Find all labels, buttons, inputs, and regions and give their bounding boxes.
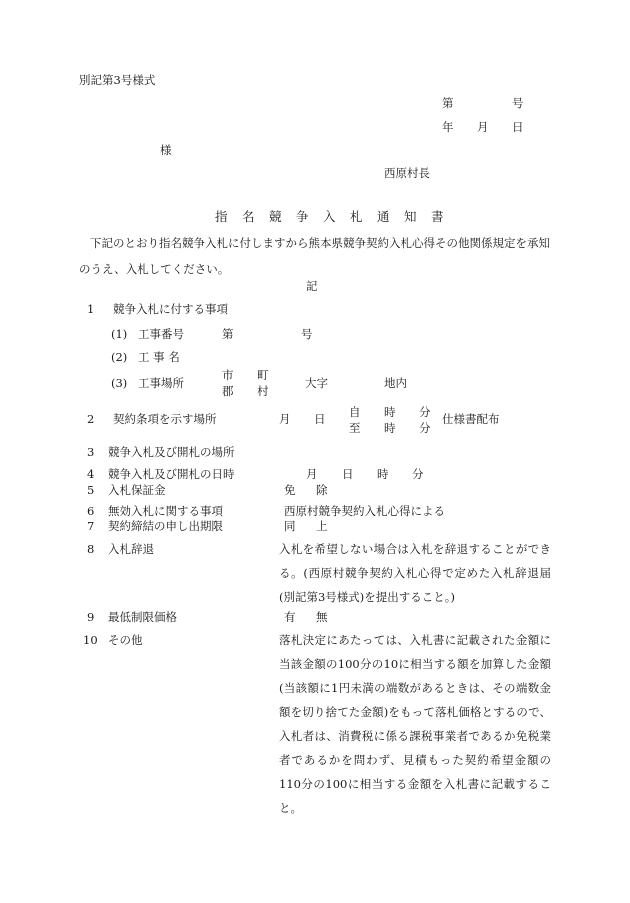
item-7-number: 7 (87, 519, 95, 533)
item-1-3-mura: 村 (257, 384, 269, 398)
item-8-label: 入札辞退 (108, 542, 154, 556)
item-2-minute-to: 分 (419, 421, 431, 435)
item-5-number: 5 (87, 483, 95, 497)
item-1-3-shi: 市 (222, 368, 234, 382)
item-1-2-number: (2) (111, 350, 128, 364)
item-7-value-1: 同 (284, 519, 296, 533)
item-9-value-1: 有 (284, 610, 296, 624)
item-4-minute: 分 (412, 467, 424, 481)
item-1-1-number: (1) (111, 327, 128, 341)
issuer: 西原村長 (384, 166, 430, 180)
item-1-3-label: 工事場所 (138, 376, 184, 390)
item-1-1-label: 工事番号 (138, 327, 184, 341)
item-5-label: 入札保証金 (108, 483, 166, 497)
item-1-label: 競争入札に付する事項 (113, 302, 228, 316)
item-6-label: 無効入札に関する事項 (108, 504, 223, 518)
item-7-label: 契約締結の申し出期限 (108, 519, 223, 533)
item-4-hour: 時 (377, 467, 389, 481)
item-5-value-1: 免 (284, 483, 296, 497)
item-1-1-prefix: 第 (222, 327, 234, 341)
item-7-value-2: 上 (316, 519, 328, 533)
item-10-number: 10 (83, 633, 98, 647)
ki-heading: 記 (306, 279, 318, 293)
item-6-value: 西原村競争契約入札心得による (284, 504, 445, 518)
item-4-label: 競争入札及び開札の日時 (108, 467, 235, 481)
item-1-3-gun: 郡 (222, 384, 234, 398)
item-2-number: 2 (87, 412, 95, 426)
item-1-3-machi: 町 (257, 368, 269, 382)
date-day: 日 (512, 120, 524, 134)
item-9-value-2: 無 (316, 610, 328, 624)
item-2-hour-to: 時 (384, 421, 396, 435)
number-suffix: 号 (512, 96, 524, 110)
item-8-text: 入札を希望しない場合は入札を辞退することができる。(西原村競争契約入札心得で定めた入札辞退届(別記第3号様式)を提出すること。) (279, 542, 551, 604)
item-2-to: 至 (349, 421, 361, 435)
item-10-label: その他 (108, 633, 143, 647)
item-1-3-number: (3) (111, 376, 128, 390)
page-title: 指名競争入札通知書 (215, 209, 459, 224)
item-8-number: 8 (87, 542, 95, 556)
item-3-label: 競争入札及び開札の場所 (108, 445, 235, 459)
item-2-label: 契約条項を示す場所 (113, 412, 217, 426)
item-4-number: 4 (87, 467, 95, 481)
item-2-month: 月 (279, 412, 291, 426)
intro-paragraph: 下記のとおり指名競争入札に付しますから熊本県競争契約入札心得その他関係規定を承知のうえ、入札してください。 (79, 236, 550, 276)
item-1-1-suffix: 号 (301, 327, 313, 341)
item-4-month: 月 (306, 467, 318, 481)
item-1-number: 1 (87, 302, 95, 316)
item-1-2-label: 工 事 名 (138, 350, 180, 364)
number-prefix: 第 (442, 96, 454, 110)
item-2-hour-from: 時 (384, 405, 396, 419)
item-9-label: 最低制限価格 (108, 610, 177, 624)
date-month: 月 (477, 120, 489, 134)
item-2-note: 仕様書配布 (442, 412, 500, 426)
item-5-value-2: 除 (316, 483, 328, 497)
item-3-number: 3 (87, 445, 95, 459)
item-6-number: 6 (87, 504, 95, 518)
addressee-suffix: 様 (160, 143, 172, 157)
item-1-3-aza: 大字 (305, 376, 328, 390)
item-9-number: 9 (87, 610, 95, 624)
form-id: 別記第3号様式 (79, 73, 156, 87)
item-2-minute-from: 分 (419, 405, 431, 419)
date-year: 年 (442, 120, 454, 134)
item-2-from: 自 (349, 405, 361, 419)
item-10-text: 落札決定にあたっては、入札書に記載された金額に当該金額の100分の10に相当する額を加算した金額(当該額に1円未満の端数があるときは、その端数金額を切り捨てた金額)をもって落札価格とするので、入札者は、消費税に係る課税事業者であるか免税業者であるかを問わず、見積もった契約希望金額の110分の100に相当する金額を入札書に記載すること。 (279, 633, 551, 815)
item-4-day: 日 (342, 467, 354, 481)
item-2-day: 日 (314, 412, 326, 426)
item-1-3-chinai: 地内 (384, 376, 407, 390)
